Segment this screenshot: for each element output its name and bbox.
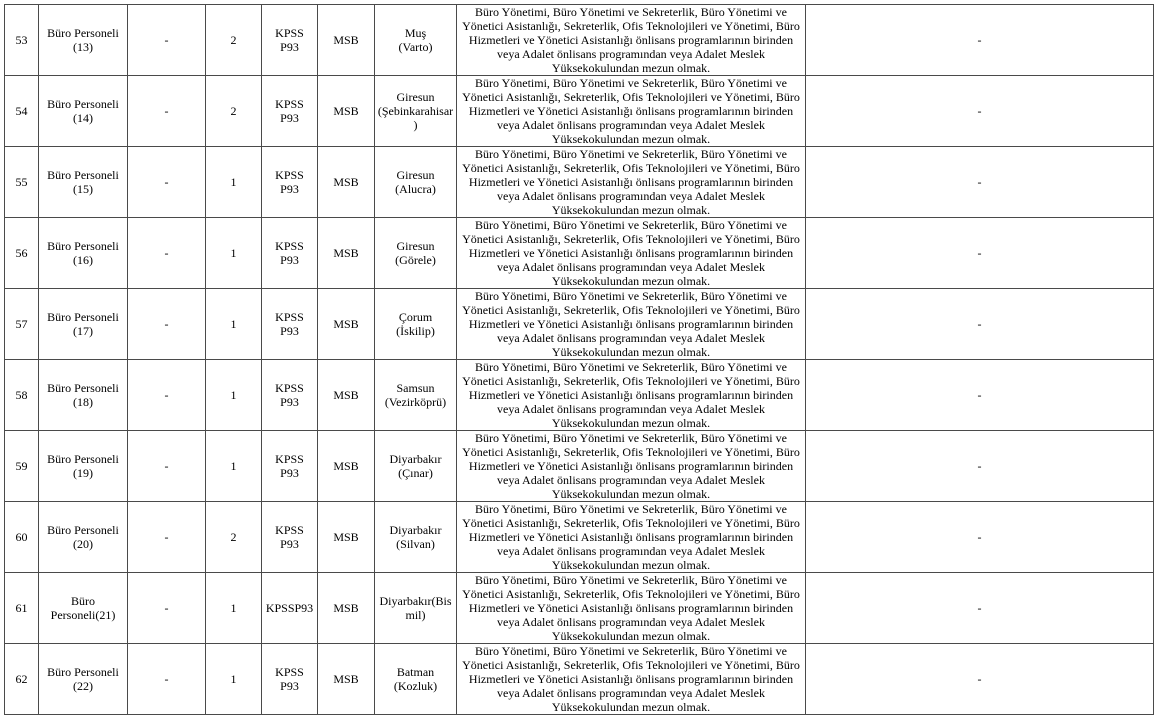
count-cell: 1 <box>206 431 262 502</box>
exam-type-line2: P93 <box>280 679 299 693</box>
dash-cell: - <box>128 147 206 218</box>
location-cell <box>375 431 457 502</box>
row-number-cell: 53 <box>5 5 39 76</box>
location-cell <box>375 644 457 715</box>
position-cell <box>39 360 128 431</box>
table-row <box>5 147 1154 218</box>
dash-cell: - <box>128 573 206 644</box>
location-cell <box>375 360 457 431</box>
location-cell <box>375 289 457 360</box>
position-code: (18) <box>73 395 93 409</box>
row-number-cell: 56 <box>5 218 39 289</box>
note-cell: - <box>806 147 1154 218</box>
requirement-cell: Büro Yönetimi, Büro Yönetimi ve Sekreterlik, Büro Yönetimi ve Yönetici Asistanlığı, Sekreterlik, Ofis Teknolojileri ve Yönetimi, Büro Hizmetleri ve Yönetici Asistanlığı önlisans programlarının birinden veya Adalet önlisans programından veya Adalet Meslek Yüksekokulundan mezun olmak. <box>457 502 806 573</box>
unit-cell: MSB <box>318 76 375 147</box>
position-code: (16) <box>73 253 93 267</box>
count-cell: 1 <box>206 573 262 644</box>
position-cell <box>39 502 128 573</box>
exam-type-cell <box>262 5 318 76</box>
exam-type-line2: P93 <box>280 111 299 125</box>
note-cell: - <box>806 5 1154 76</box>
exam-type-line1: KPSS <box>275 310 304 324</box>
location-city: Diyarbakır(Bismil) <box>379 594 452 622</box>
row-number-cell: 54 <box>5 76 39 147</box>
exam-type-line1: KPSS <box>275 523 304 537</box>
requirement-cell: Büro Yönetimi, Büro Yönetimi ve Sekreterlik, Büro Yönetimi ve Yönetici Asistanlığı, Sekreterlik, Ofis Teknolojileri ve Yönetimi, Büro Hizmetleri ve Yönetici Asistanlığı önlisans programlarının birinden veya Adalet önlisans programından veya Adalet Meslek Yüksekokulundan mezun olmak. <box>457 644 806 715</box>
table-body <box>5 5 1154 715</box>
position-code: Personeli(21) <box>50 608 116 622</box>
note-cell: - <box>806 644 1154 715</box>
unit-cell: MSB <box>318 502 375 573</box>
table-row <box>5 76 1154 147</box>
requirement-cell: Büro Yönetimi, Büro Yönetimi ve Sekreterlik, Büro Yönetimi ve Yönetici Asistanlığı, Sekreterlik, Ofis Teknolojileri ve Yönetimi, Büro Hizmetleri ve Yönetici Asistanlığı önlisans programlarının birinden veya Adalet önlisans programından veya Adalet Meslek Yüksekokulundan mezun olmak. <box>457 218 806 289</box>
count-cell: 2 <box>206 5 262 76</box>
exam-type-line1: KPSS <box>275 26 304 40</box>
exam-type-cell <box>262 76 318 147</box>
location-district: (Silvan) <box>396 537 435 551</box>
location-cell <box>375 5 457 76</box>
exam-type-cell <box>262 644 318 715</box>
exam-type-line2: P93 <box>280 40 299 54</box>
count-cell: 1 <box>206 218 262 289</box>
requirement-cell: Büro Yönetimi, Büro Yönetimi ve Sekreterlik, Büro Yönetimi ve Yönetici Asistanlığı, Sekreterlik, Ofis Teknolojileri ve Yönetimi, Büro Hizmetleri ve Yönetici Asistanlığı önlisans programlarının birinden veya Adalet önlisans programından veya Adalet Meslek Yüksekokulundan mezun olmak. <box>457 147 806 218</box>
table-row <box>5 289 1154 360</box>
exam-type-line2: P93 <box>280 324 299 338</box>
count-cell: 2 <box>206 502 262 573</box>
table-row <box>5 573 1154 644</box>
location-city: Diyarbakır <box>389 452 442 466</box>
requirement-cell: Büro Yönetimi, Büro Yönetimi ve Sekreterlik, Büro Yönetimi ve Yönetici Asistanlığı, Sekreterlik, Ofis Teknolojileri ve Yönetimi, Büro Hizmetleri ve Yönetici Asistanlığı önlisans programlarının birinden veya Adalet önlisans programından veya Adalet Meslek Yüksekokulundan mezun olmak. <box>457 573 806 644</box>
position-cell <box>39 644 128 715</box>
exam-type-line1: KPSS <box>275 452 304 466</box>
location-district: (Görele) <box>395 253 436 267</box>
count-cell: 1 <box>206 644 262 715</box>
table-row <box>5 431 1154 502</box>
position-name: Büro Personeli <box>47 239 119 253</box>
dash-cell: - <box>128 360 206 431</box>
position-code: (22) <box>73 679 93 693</box>
exam-type-cell <box>262 289 318 360</box>
position-name: Büro Personeli <box>47 452 119 466</box>
position-name: Büro Personeli <box>47 97 119 111</box>
table-row <box>5 360 1154 431</box>
requirement-cell: Büro Yönetimi, Büro Yönetimi ve Sekreterlik, Büro Yönetimi ve Yönetici Asistanlığı, Sekreterlik, Ofis Teknolojileri ve Yönetimi, Büro Hizmetleri ve Yönetici Asistanlığı önlisans programlarının birinden veya Adalet önlisans programından veya Adalet Meslek Yüksekokulundan mezun olmak. <box>457 76 806 147</box>
count-cell: 1 <box>206 289 262 360</box>
location-cell <box>375 502 457 573</box>
requirement-cell: Büro Yönetimi, Büro Yönetimi ve Sekreterlik, Büro Yönetimi ve Yönetici Asistanlığı, Sekreterlik, Ofis Teknolojileri ve Yönetimi, Büro Hizmetleri ve Yönetici Asistanlığı önlisans programlarının birinden veya Adalet önlisans programından veya Adalet Meslek Yüksekokulundan mezun olmak. <box>457 289 806 360</box>
location-cell <box>375 76 457 147</box>
exam-type-line1: KPSS <box>275 665 304 679</box>
position-cell <box>39 218 128 289</box>
exam-type-cell <box>262 502 318 573</box>
row-number-cell: 55 <box>5 147 39 218</box>
location-district: (Çınar) <box>398 466 433 480</box>
table-row <box>5 502 1154 573</box>
location-city: Batman <box>396 665 435 679</box>
location-district: (Şebinkarahisar) <box>377 104 454 132</box>
exam-type-line2: P93 <box>280 537 299 551</box>
location-district: (İskilip) <box>396 324 435 338</box>
location-district: (Varto) <box>398 40 433 54</box>
location-city: Diyarbakır <box>389 523 442 537</box>
exam-type-cell <box>262 147 318 218</box>
exam-type-line1: KPSS <box>275 168 304 182</box>
table-row <box>5 218 1154 289</box>
exam-type-cell <box>262 360 318 431</box>
note-cell: - <box>806 289 1154 360</box>
location-cell <box>375 573 457 644</box>
exam-type-line1: KPSSP93 <box>265 601 314 615</box>
table-row <box>5 5 1154 76</box>
location-city: Çorum <box>398 310 433 324</box>
unit-cell: MSB <box>318 573 375 644</box>
position-name: Büro Personeli <box>47 523 119 537</box>
row-number-cell: 62 <box>5 644 39 715</box>
location-district: (Alucra) <box>395 182 436 196</box>
row-number-cell: 61 <box>5 573 39 644</box>
note-cell: - <box>806 431 1154 502</box>
location-district: (Kozluk) <box>393 679 438 693</box>
dash-cell: - <box>128 644 206 715</box>
row-number-cell: 60 <box>5 502 39 573</box>
exam-type-line2: P93 <box>280 182 299 196</box>
position-code: (19) <box>73 466 93 480</box>
note-cell: - <box>806 573 1154 644</box>
note-cell: - <box>806 218 1154 289</box>
note-cell: - <box>806 360 1154 431</box>
position-name: Büro Personeli <box>47 26 119 40</box>
unit-cell: MSB <box>318 218 375 289</box>
exam-type-cell <box>262 573 318 644</box>
location-district: (Vezirköprü) <box>384 395 447 409</box>
position-name: Büro Personeli <box>47 381 119 395</box>
dash-cell: - <box>128 502 206 573</box>
position-code: (20) <box>73 537 93 551</box>
position-cell <box>39 76 128 147</box>
count-cell: 2 <box>206 76 262 147</box>
positions-table <box>4 4 1154 715</box>
dash-cell: - <box>128 218 206 289</box>
position-code: (15) <box>73 182 93 196</box>
position-cell <box>39 147 128 218</box>
location-cell <box>375 218 457 289</box>
location-city: Giresun <box>396 239 435 253</box>
exam-type-line2: P93 <box>280 253 299 267</box>
count-cell: 1 <box>206 360 262 431</box>
unit-cell: MSB <box>318 5 375 76</box>
table-row <box>5 644 1154 715</box>
dash-cell: - <box>128 76 206 147</box>
dash-cell: - <box>128 431 206 502</box>
position-name: Büro <box>71 594 95 608</box>
exam-type-line2: P93 <box>280 395 299 409</box>
unit-cell: MSB <box>318 431 375 502</box>
position-cell <box>39 289 128 360</box>
exam-type-cell <box>262 431 318 502</box>
requirement-cell: Büro Yönetimi, Büro Yönetimi ve Sekreterlik, Büro Yönetimi ve Yönetici Asistanlığı, Sekreterlik, Ofis Teknolojileri ve Yönetimi, Büro Hizmetleri ve Yönetici Asistanlığı önlisans programlarının birinden veya Adalet önlisans programından veya Adalet Meslek Yüksekokulundan mezun olmak. <box>457 360 806 431</box>
note-cell: - <box>806 76 1154 147</box>
exam-type-line1: KPSS <box>275 97 304 111</box>
location-city: Giresun <box>396 90 435 104</box>
dash-cell: - <box>128 5 206 76</box>
exam-type-line1: KPSS <box>275 239 304 253</box>
exam-type-line1: KPSS <box>275 381 304 395</box>
location-city: Muş <box>404 26 427 40</box>
position-code: (14) <box>73 111 93 125</box>
exam-type-cell <box>262 218 318 289</box>
position-name: Büro Personeli <box>47 310 119 324</box>
unit-cell: MSB <box>318 289 375 360</box>
row-number-cell: 58 <box>5 360 39 431</box>
unit-cell: MSB <box>318 360 375 431</box>
count-cell: 1 <box>206 147 262 218</box>
position-code: (17) <box>73 324 93 338</box>
unit-cell: MSB <box>318 147 375 218</box>
position-cell <box>39 431 128 502</box>
requirement-cell: Büro Yönetimi, Büro Yönetimi ve Sekreterlik, Büro Yönetimi ve Yönetici Asistanlığı, Sekreterlik, Ofis Teknolojileri ve Yönetimi, Büro Hizmetleri ve Yönetici Asistanlığı önlisans programlarının birinden veya Adalet önlisans programından veya Adalet Meslek Yüksekokulundan mezun olmak. <box>457 5 806 76</box>
position-name: Büro Personeli <box>47 665 119 679</box>
position-cell <box>39 573 128 644</box>
unit-cell: MSB <box>318 644 375 715</box>
position-code: (13) <box>73 40 93 54</box>
exam-type-line2: P93 <box>280 466 299 480</box>
requirement-cell: Büro Yönetimi, Büro Yönetimi ve Sekreterlik, Büro Yönetimi ve Yönetici Asistanlığı, Sekreterlik, Ofis Teknolojileri ve Yönetimi, Büro Hizmetleri ve Yönetici Asistanlığı önlisans programlarının birinden veya Adalet önlisans programından veya Adalet Meslek Yüksekokulundan mezun olmak. <box>457 431 806 502</box>
row-number-cell: 57 <box>5 289 39 360</box>
location-city: Giresun <box>396 168 435 182</box>
position-name: Büro Personeli <box>47 168 119 182</box>
location-city: Samsun <box>396 381 435 395</box>
note-cell: - <box>806 502 1154 573</box>
location-cell <box>375 147 457 218</box>
position-cell <box>39 5 128 76</box>
dash-cell: - <box>128 289 206 360</box>
row-number-cell: 59 <box>5 431 39 502</box>
